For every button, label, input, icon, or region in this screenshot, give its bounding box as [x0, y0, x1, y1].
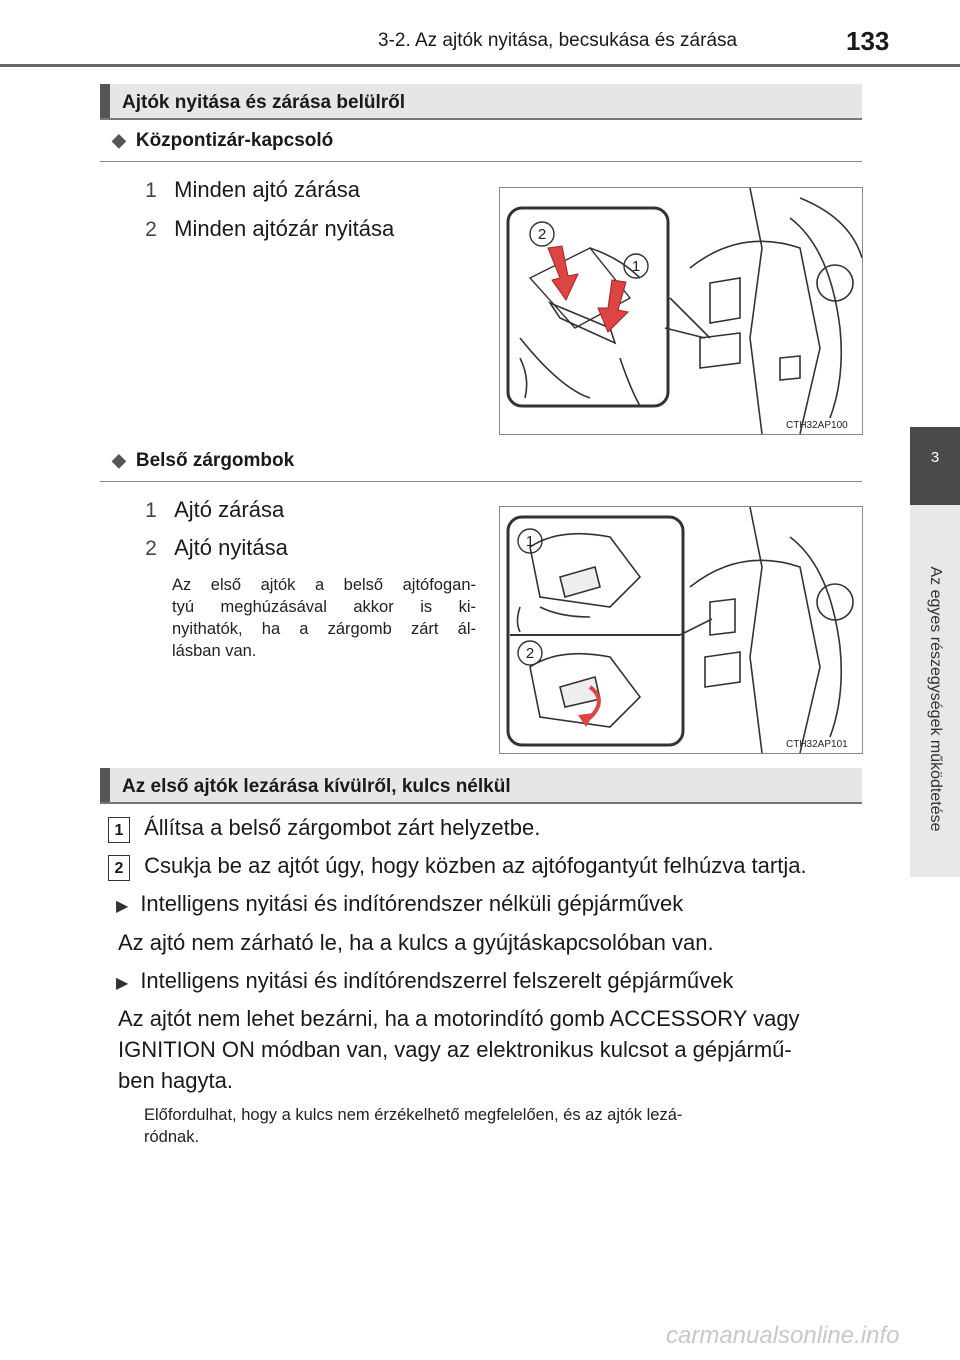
case-text: Az ajtó nem zárható le, ha a kulcs a gyújtáskapcsolóban van.	[118, 930, 714, 955]
section-heading-inside: Ajtók nyitása és zárása belülről	[100, 84, 862, 118]
step-number: 2	[108, 855, 130, 881]
chapter-tab: 3	[910, 427, 960, 505]
header-rule	[0, 64, 960, 67]
step-item: 1 Állítsa a belső zárgombot zárt helyzetbe.	[108, 812, 540, 843]
subsection-rule	[100, 161, 862, 162]
subsection-central-lock: ◆ Központizár-kapcsoló	[112, 130, 334, 151]
list-item: 1 Minden ajtó zárása	[145, 177, 361, 202]
central-lock-illustration	[500, 188, 862, 434]
step-number: 1	[108, 817, 130, 843]
note-text: Az első ajtók a belső ajtófogan- tyú meghúzásával akkor is ki- nyithatók, ha a zárgomb zárt ál- lásban van.	[172, 576, 476, 660]
section-heading-outside: Az első ajtók lezárása kívülről, kulcs nélkül	[100, 768, 862, 802]
case-heading: ▶ Intelligens nyitási és indítórendszer nélküli gépjárművek	[116, 891, 684, 916]
diamond-icon: ◆	[112, 130, 126, 150]
chapter-side-label: Az egyes részegységek működtetése	[927, 566, 944, 832]
section-underline	[100, 118, 862, 120]
subsection-rule	[100, 481, 862, 482]
list-item: 1 Ajtó zárása	[145, 497, 285, 522]
figure-code: CTH32AP101	[786, 739, 848, 750]
case-heading: ▶ Intelligens nyitási és indítórendszerrel felszerelt gépjárművek	[116, 968, 734, 993]
chapter-title: 3-2. Az ajtók nyitása, becsukása és zárása	[378, 30, 738, 51]
triangle-right-icon: ▶	[116, 975, 129, 992]
step-item: 2 Csukja be az ajtót úgy, hogy közben az ajtófogantyút felhúzva tartja.	[108, 850, 807, 881]
triangle-right-icon: ▶	[116, 898, 129, 915]
list-item: 2 Minden ajtózár nyitása	[145, 216, 395, 241]
list-item: 2 Ajtó nyitása	[145, 535, 288, 560]
lock-button-illustration	[500, 507, 862, 753]
subsection-inside-lock-buttons: ◆ Belső zárgombok	[112, 450, 295, 471]
callout-1-label: 1	[525, 533, 535, 550]
watermark: carmanualsonline.info	[666, 1322, 900, 1349]
figure-central-lock-switch	[499, 187, 863, 435]
case-text: Az ajtót nem lehet bezárni, ha a motorindító gomb ACCESSORY vagy IGNITION ON módban van, vagy az elektronikus kulcsot a gépjármű- ben hagyta.	[118, 1006, 800, 1093]
note-text: Előfordulhat, hogy a kulcs nem érzékelhető megfelelően, és az ajtók lezá- ródnak.	[144, 1106, 683, 1146]
callout-1-label: 1	[631, 258, 641, 275]
callout-2-label: 2	[537, 226, 547, 243]
figure-inside-lock-button	[499, 506, 863, 754]
figure-code: CTH32AP100	[786, 420, 848, 431]
section-underline	[100, 802, 862, 804]
diamond-icon: ◆	[112, 450, 126, 470]
page-number: 133	[846, 26, 890, 56]
callout-2-label: 2	[525, 645, 535, 662]
